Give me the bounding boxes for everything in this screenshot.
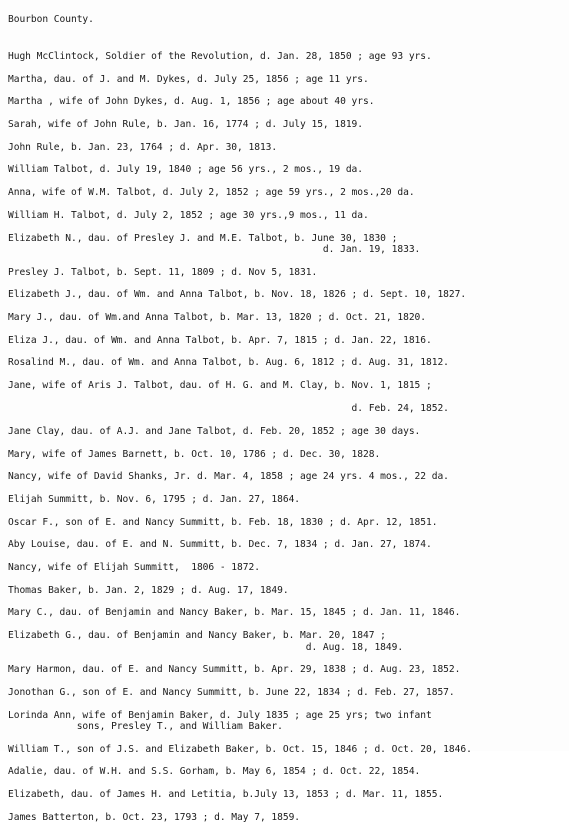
record-text-line: d. Jan. 19, 1833. [8, 244, 421, 255]
record-text-line: Elizabeth J., dau. of Wm. and Anna Talbot, b. Nov. 18, 1826 ; d. Sept. 10, 1827. [8, 289, 467, 301]
record-text-line: d. Feb. 24, 1852. [8, 403, 449, 415]
burial-record-entry [8, 607, 564, 619]
record-text-line: Martha, dau. of J. and M. Dykes, d. July 25, 1856 ; age 11 yrs. [8, 73, 369, 85]
record-text-line: Adalie, dau. of W.H. and S.S. Gorham, b. May 6, 1854 ; d. Oct. 22, 1854. [8, 766, 421, 778]
record-text-line: Anna, wife of W.M. Talbot, d. July 2, 1852 ; age 59 yrs., 2 mos.,20 da. [8, 187, 415, 199]
burial-record-entry [8, 812, 564, 824]
burial-record-entry [8, 710, 564, 733]
burial-record-entry [8, 335, 564, 347]
record-text-line: Mary, wife of James Barnett, b. Oct. 10, 1786 ; d. Dec. 30, 1828. [8, 448, 381, 460]
burial-record-entry [8, 789, 564, 801]
record-text-line: Mary J., dau. of Wm.and Anna Talbot, b. Mar. 13, 1820 ; d. Oct. 21, 1820. [8, 312, 426, 324]
burial-record-entry [8, 562, 564, 574]
burial-record-entry [8, 426, 564, 438]
record-text-line: Presley J. Talbot, b. Sept. 11, 1809 ; d. Nov 5, 1831. [8, 266, 318, 278]
burial-record-entry [8, 119, 564, 131]
record-text-line: sons, Presley T., and William Baker. [8, 721, 283, 733]
burial-record-entry [8, 142, 564, 154]
burial-record-entry [8, 51, 564, 63]
record-text-line: William T., son of J.S. and Elizabeth Baker, b. Oct. 15, 1846 ; d. Oct. 20, 1846. [8, 743, 472, 755]
record-text-line: Rosalind M., dau. of Wm. and Anna Talbot, b. Aug. 6, 1812 ; d. Aug. 31, 1812. [8, 357, 449, 369]
record-text-line: Thomas Baker, b. Jan. 2, 1829 ; d. Aug. 17, 1849. [8, 584, 289, 596]
record-text-line [8, 392, 564, 404]
record-text-line: James Batterton, b. Oct. 23, 1793 ; d. May 7, 1859. [8, 811, 301, 823]
burial-record-entry [8, 357, 564, 369]
record-text-line: John Rule, b. Jan. 23, 1764 ; d. Apr. 30, 1813. [8, 141, 278, 153]
burial-record-entry [8, 380, 564, 415]
burial-record-entry [8, 233, 564, 256]
burial-record-entry [8, 187, 564, 199]
burial-record-entry [8, 494, 564, 506]
record-text-line: Nancy, wife of Elijah Summitt, 1806 - 1872. [8, 561, 260, 573]
burial-record-entry [8, 267, 564, 279]
record-text-line: Aby Louise, dau. of E. and N. Summitt, b. Dec. 7, 1834 ; d. Jan. 27, 1874. [8, 539, 432, 551]
record-text-line: Oscar F., son of E. and Nancy Summitt, b. Feb. 18, 1830 ; d. Apr. 12, 1851. [8, 516, 438, 528]
record-text-line: Hugh McClintock, Soldier of the Revolution, d. Jan. 28, 1850 ; age 93 yrs. [8, 51, 432, 62]
burial-record-entry [8, 164, 564, 176]
burial-record-entry [8, 96, 564, 108]
record-text-line: Nancy, wife of David Shanks, Jr. d. Mar. 4, 1858 ; age 24 yrs. 4 mos., 22 da. [8, 471, 449, 483]
burial-record-entry [8, 585, 564, 597]
record-text-line: Jane, wife of Aris J. Talbot, dau. of H. G. and M. Clay, b. Nov. 1, 1815 ; [8, 380, 432, 392]
record-text-line: d. Aug. 18, 1849. [8, 641, 404, 653]
burial-record-list [8, 51, 564, 835]
burial-record-entry [8, 517, 564, 529]
burial-record-entry [8, 687, 564, 699]
burial-record-entry [8, 744, 564, 756]
burial-record-entry [8, 312, 564, 324]
record-text-line: Jane Clay, dau. of A.J. and Jane Talbot, d. Feb. 20, 1852 ; age 30 days. [8, 425, 421, 437]
record-text-line: Jonothan G., son of E. and Nancy Summitt, b. June 22, 1834 ; d. Feb. 27, 1857. [8, 686, 455, 698]
page-heading: Bourbon County. [8, 14, 94, 25]
record-text-line: Martha , wife of John Dykes, d. Aug. 1, 1856 ; age about 40 yrs. [8, 96, 375, 108]
burial-record-entry [8, 210, 564, 222]
record-text-line: Elizabeth N., dau. of Presley J. and M.E. Talbot, b. June 30, 1830 ; [8, 232, 398, 244]
record-text-line: William H. Talbot, d. July 2, 1852 ; age 30 yrs.,9 mos., 11 da. [8, 209, 369, 221]
burial-record-entry [8, 449, 564, 461]
record-text-line: Eliza J., dau. of Wm. and Anna Talbot, b. Apr. 7, 1815 ; d. Jan. 22, 1816. [8, 334, 432, 346]
burial-record-entry [8, 539, 564, 551]
record-text-line: Mary C., dau. of Benjamin and Nancy Baker, b. Mar. 15, 1845 ; d. Jan. 11, 1846. [8, 607, 461, 619]
record-text-line: Lorinda Ann, wife of Benjamin Baker, d. July 1835 ; age 25 yrs; two infant [8, 709, 432, 721]
record-text-line: William Talbot, d. July 19, 1840 ; age 56 yrs., 2 mos., 19 da. [8, 164, 364, 176]
record-text-line: Mary Harmon, dau. of E. and Nancy Summitt, b. Apr. 29, 1838 ; d. Aug. 23, 1852. [8, 664, 461, 676]
record-text-line: Elizabeth G., dau. of Benjamin and Nancy Baker, b. Mar. 20, 1847 ; [8, 630, 386, 641]
burial-record-entry [8, 766, 564, 778]
burial-record-entry [8, 74, 564, 86]
burial-record-entry [8, 471, 564, 483]
burial-record-entry [8, 289, 564, 301]
record-text-line: Sarah, wife of John Rule, b. Jan. 16, 1774 ; d. July 15, 1819. [8, 119, 364, 131]
record-text-line: Elijah Summitt, b. Nov. 6, 1795 ; d. Jan. 27, 1864. [8, 493, 301, 505]
burial-record-entry [8, 630, 564, 653]
record-text-line: Elizabeth, dau. of James H. and Letitia, b.July 13, 1853 ; d. Mar. 11, 1855. [8, 789, 444, 801]
burial-record-entry [8, 664, 564, 676]
